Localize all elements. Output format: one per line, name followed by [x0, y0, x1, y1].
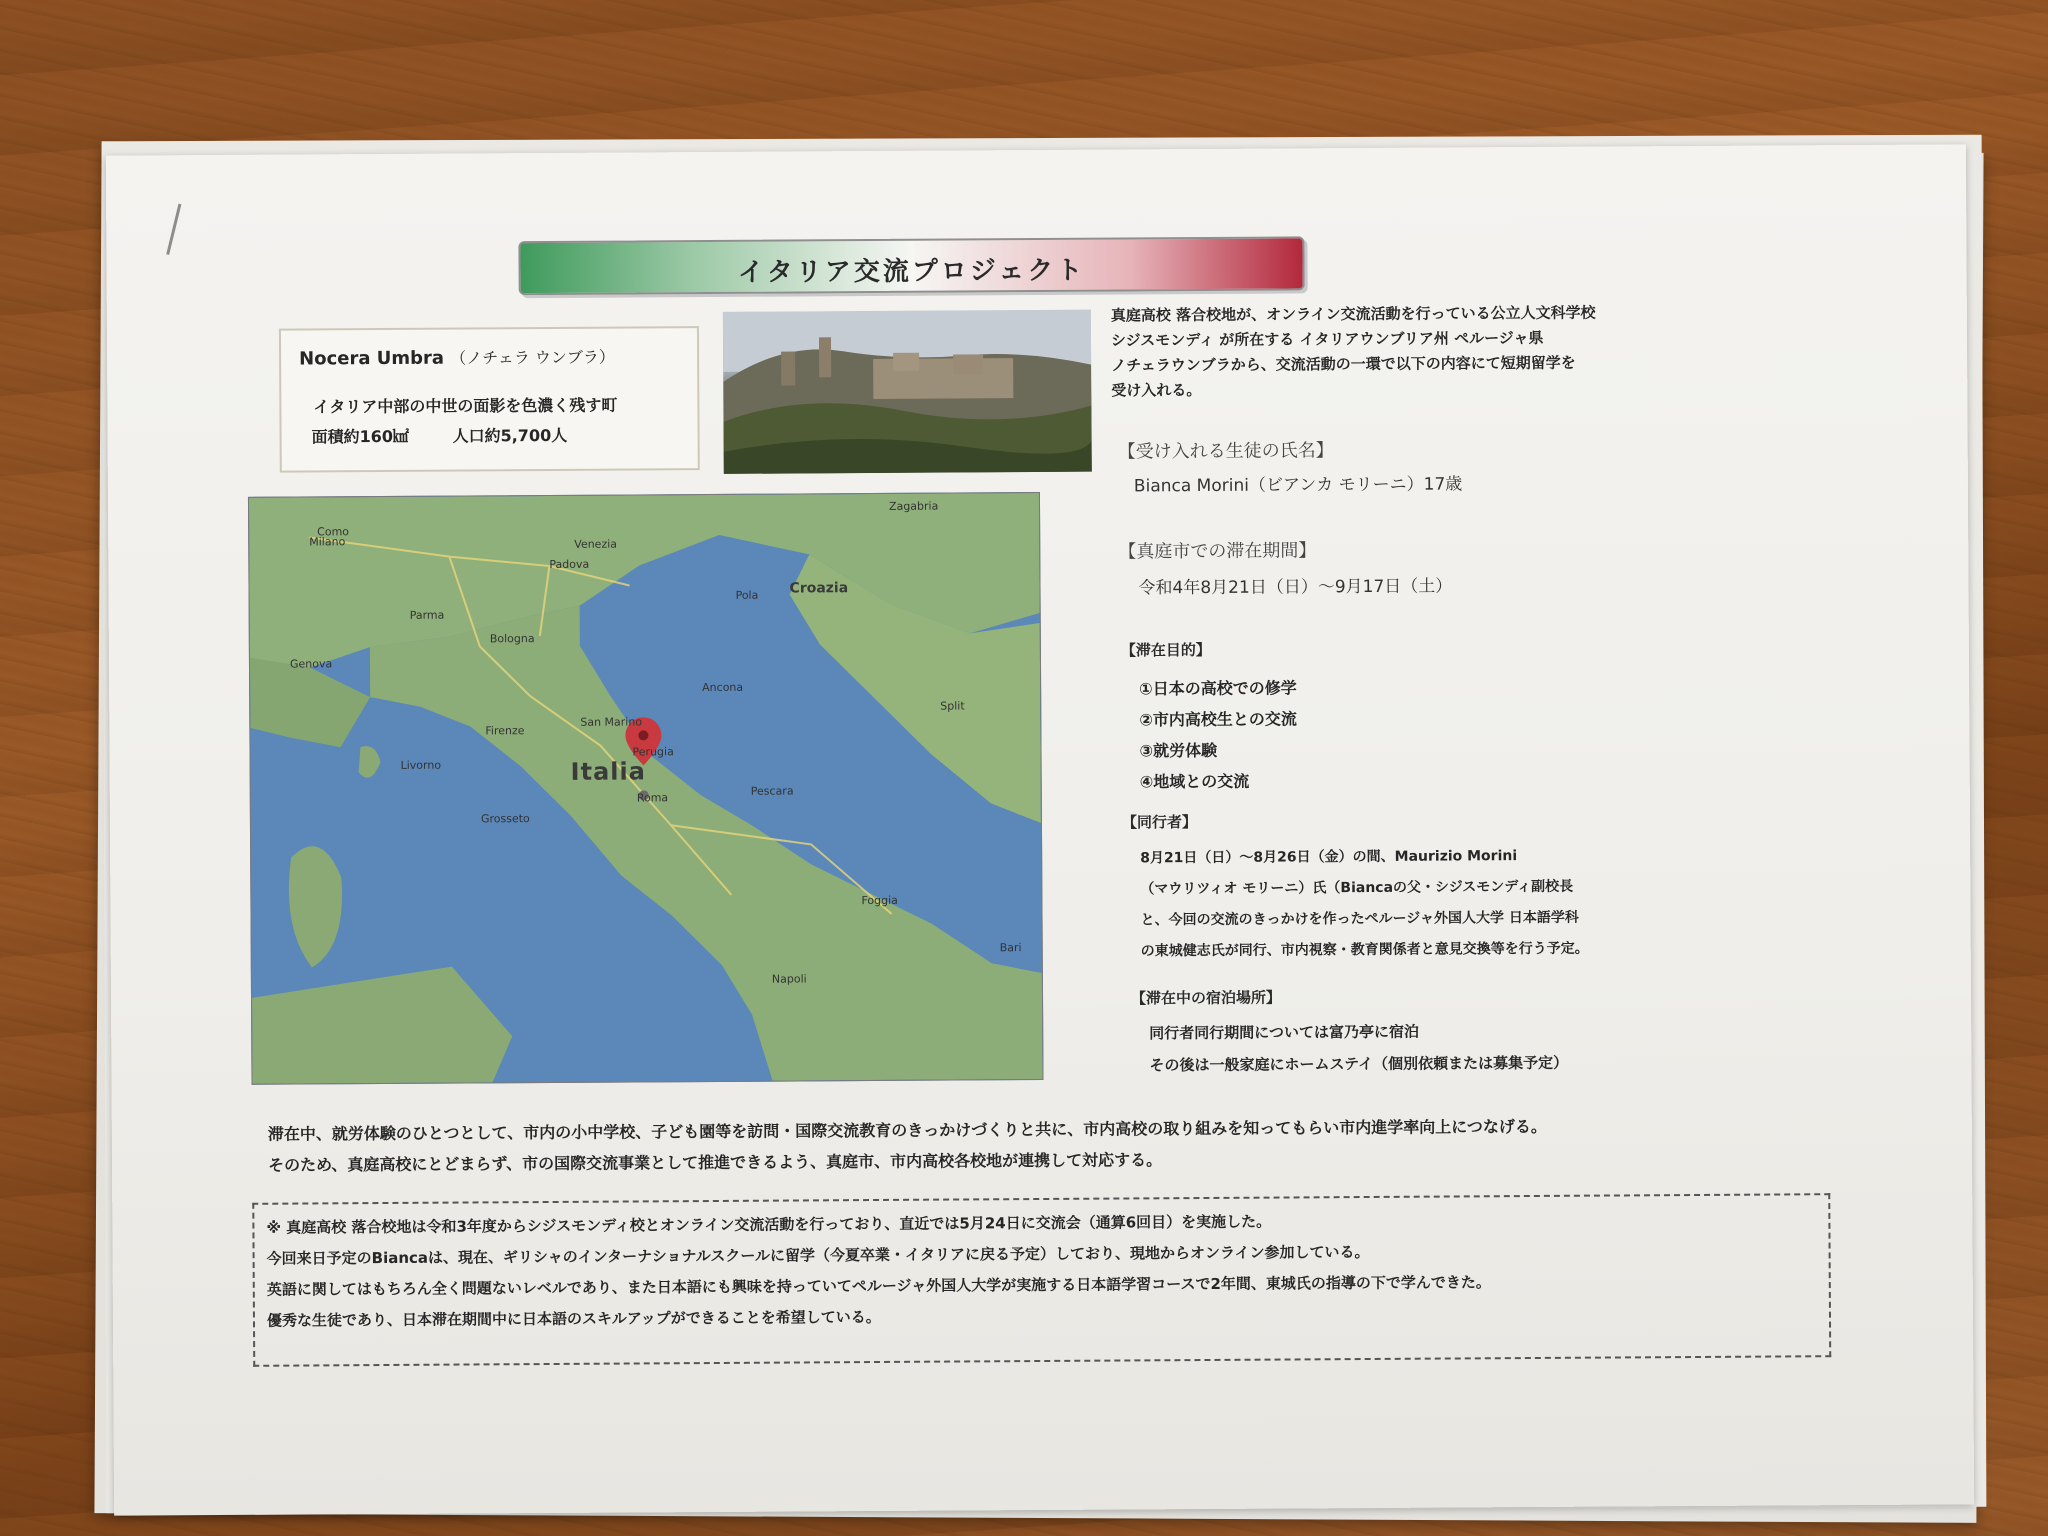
map-city-label: Livorno — [400, 758, 442, 772]
list-item: ②市内高校生との交流 — [1139, 709, 1297, 730]
map-city-label: Venezia — [574, 537, 618, 551]
town-name — [299, 345, 615, 370]
companion-line: 8月21日（日）～8月26日（金）の間、Maurizio Morini — [1140, 848, 1518, 867]
map-city-label: Napoli — [771, 972, 807, 986]
town-photo-illustration — [723, 310, 1092, 474]
note-box — [252, 1193, 1831, 1367]
map-city-label: Zagabria — [888, 499, 939, 513]
period-heading: 【真庭市での滞在期間】 — [1118, 540, 1317, 563]
map-city-label: Perugia — [632, 745, 674, 759]
lodging-line: 同行者同行期間については富乃亭に宿泊 — [1149, 1022, 1419, 1043]
note-line: 優秀な生徒であり、日本滞在期間中に日本語のスキルアップができることを希望している。 — [266, 1307, 881, 1330]
intro-line: 真庭高校 落合校地が、オンライン交流活動を行っている公立人文科学校 — [1110, 303, 1596, 325]
map-country-label: Italia — [570, 757, 646, 786]
lodging-text — [1149, 1015, 1568, 1082]
title-banner — [518, 236, 1304, 295]
companion-text — [1140, 841, 1589, 968]
map-city-label: Foggia — [861, 893, 898, 908]
companion-line: の東城健志氏が同行、市内視察・教育関係者と意見交換等を行う予定。 — [1140, 940, 1589, 960]
map-city-label: Split — [940, 699, 965, 713]
list-item: ④地域との交流 — [1139, 771, 1250, 792]
intro-line: ノチェラウンブラから、交流活動の一環で以下の内容にて短期留学を — [1111, 353, 1576, 375]
student-name: Bianca Morini（ビアンカ モリーニ）17歳 — [1133, 474, 1463, 497]
purpose-list — [1139, 672, 1297, 797]
intro-text — [1111, 300, 1732, 404]
companion-heading: 【同行者】 — [1121, 813, 1198, 832]
student-heading: 【受け入れる生徒の氏名】 — [1117, 440, 1334, 463]
town-info-box — [279, 326, 700, 473]
map-city-label: Padova — [549, 557, 590, 571]
intro-line: 受け入れる。 — [1111, 381, 1202, 400]
page-title: イタリア交流プロジェクト — [737, 255, 1086, 288]
town-photo — [723, 310, 1092, 474]
map-city-label: Bari — [999, 941, 1022, 955]
list-item: ①日本の高校での修学 — [1139, 678, 1297, 699]
map-city-label: Genova — [289, 657, 333, 671]
map-city-label: Pescara — [750, 784, 794, 798]
note-line: 英語に関してはもちろん全く問題ないレベルであり、また日本語にも興味を持っていてペルージャ外国人大学が実施する日本語学習コースで2年間、東城氏の指導の下で学んできた。 — [266, 1273, 1491, 1299]
town-area: 面積約160㎢ — [311, 426, 410, 447]
town-name-kana: （ノチェラ ウンブラ） — [450, 347, 615, 368]
map-city-label: Roma — [636, 791, 669, 805]
companion-line: （マウリツィオ モリーニ）氏（Biancaの父・シジスモンディ副校長 — [1140, 878, 1574, 898]
document-page — [106, 144, 1974, 1515]
map-of-italy — [248, 492, 1044, 1085]
town-stats — [312, 423, 606, 448]
town-population: 人口約5,700人 — [452, 425, 568, 446]
map-city-label: Firenze — [485, 724, 525, 738]
map-city-label: Grosseto — [480, 812, 530, 826]
period-value: 令和4年8月21日（日）～9月17日（土） — [1138, 576, 1453, 599]
staple-mark — [166, 204, 181, 255]
map-city-label: San Marino — [580, 715, 643, 729]
paragraph-line: そのため、真庭高校にとどまらず、市の国際交流事業として推進できるよう、真庭市、市内高校各校地が連携して対応する。 — [267, 1150, 1163, 1175]
map-city-label: Pola — [735, 588, 759, 602]
companion-line: と、今回の交流のきっかけを作ったペルージャ外国人大学 日本語学科 — [1140, 909, 1579, 929]
list-item: ③就労体験 — [1139, 740, 1218, 761]
note-text — [266, 1205, 1491, 1336]
intro-line: シジスモンディ が所在する イタリアウンブリア州 ペルージャ県 — [1110, 328, 1544, 350]
summary-paragraph — [268, 1111, 1547, 1181]
paragraph-line: 滞在中、就労体験のひとつとして、市内の小中学校、子ども園等を訪問・国際交流教育のきっかけづくりと共に、市内高校の取り組みを知ってもらい市内進学率向上につなげる。 — [267, 1116, 1547, 1144]
lodging-heading: 【滞在中の宿泊場所】 — [1130, 988, 1282, 1008]
note-line: ※ 真庭高校 落合校地は令和3年度からシジスモンディ校とオンライン交流活動を行っており、直近では5月24日に交流会（通算6回目）を実施した。 — [266, 1212, 1272, 1237]
map-city-label: Parma — [409, 608, 445, 622]
note-line: 今回来日予定のBiancaは、現在、ギリシャのインターナショナルスクールに留学（今夏卒業・イタリアに戻る予定）しており、現地からオンライン参加している。 — [266, 1242, 1370, 1268]
map-city-label: Como — [317, 525, 350, 539]
map-city-label: Milano — [309, 535, 346, 549]
map-illustration — [249, 493, 1043, 1084]
lodging-line: その後は一般家庭にホームステイ（個別依頼または募集予定） — [1149, 1053, 1569, 1075]
map-city-label: Bologna — [489, 632, 535, 646]
town-name-latin: Nocera Umbra — [299, 347, 445, 370]
town-description: イタリア中部の中世の面影を色濃く残す町 — [313, 395, 618, 417]
map-city-label: Ancona — [702, 680, 744, 695]
purpose-heading: 【滞在目的】 — [1120, 640, 1211, 660]
map-region-label: Croazia — [789, 580, 849, 597]
